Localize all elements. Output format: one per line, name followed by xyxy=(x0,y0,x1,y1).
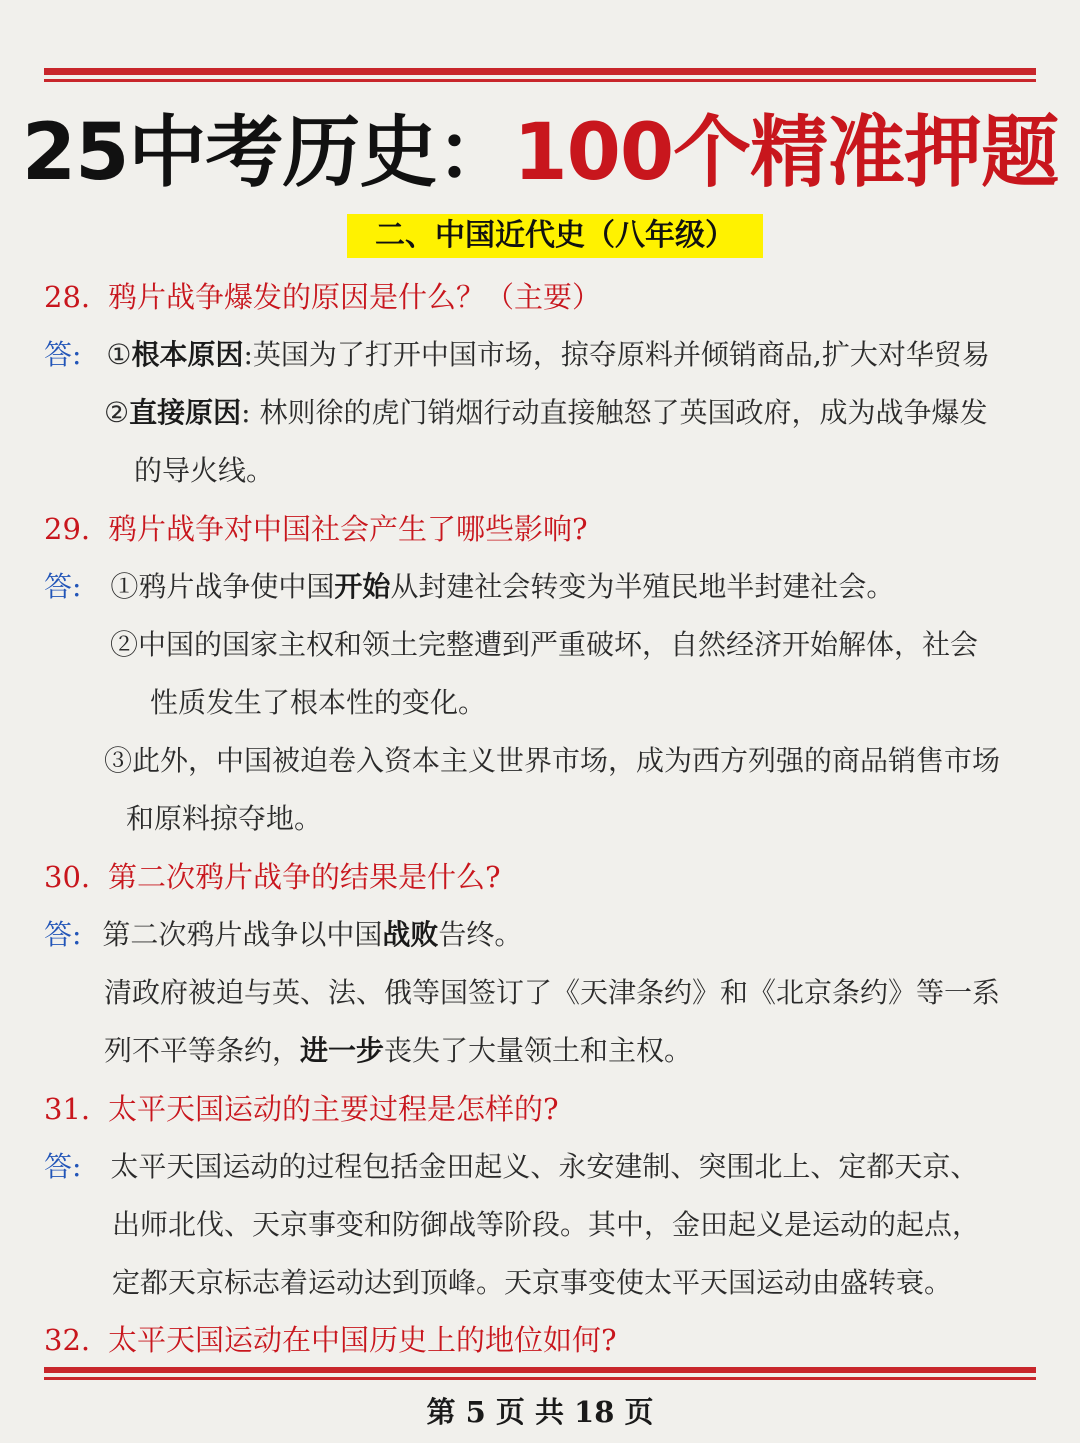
answer-30-line-3: 列不平等条约，进一步丧失了大量领土和主权。 xyxy=(104,1034,693,1067)
question-text: 鸦片战争爆发的原因是什么？（主要） xyxy=(108,280,602,314)
question-30 xyxy=(44,857,501,897)
answer-29-line-5: 和原料掠夺地。 xyxy=(126,802,323,835)
question-text: 第二次鸦片战争的结果是什么? xyxy=(108,860,501,894)
question-text: 太平天国运动在中国历史上的地位如何? xyxy=(108,1323,617,1357)
question-number: 30. xyxy=(44,860,91,894)
answer-29-line-3: 性质发生了根本性的变化。 xyxy=(150,686,487,719)
top-rule-thin xyxy=(44,79,1036,82)
question-number: 32. xyxy=(44,1323,91,1357)
question-text: 鸦片战争对中国社会产生了哪些影响? xyxy=(108,512,588,546)
answer-29-line-1: 答: ①鸦片战争使中国开始从封建社会转变为半殖民地半封建社会。 xyxy=(44,570,895,603)
answer-31-line-1: 答: 太平天国运动的过程包括金田起义、永安建制、突围北上、定都天京、 xyxy=(44,1150,979,1183)
title-highlight: 100个精准押题 xyxy=(513,108,1059,198)
question-31 xyxy=(44,1089,559,1129)
answer-29-line-2: ②中国的国家主权和领土完整遭到严重破坏，自然经济开始解体，社会 xyxy=(110,628,979,661)
question-number: 31. xyxy=(44,1092,91,1126)
question-32 xyxy=(44,1320,617,1360)
answer-30-line-2: 清政府被迫与英、法、俄等国签订了《天津条约》和《北京条约》等一系 xyxy=(104,976,1001,1009)
section-heading: 二、中国近代史（八年级） xyxy=(347,214,763,258)
answer-29-line-4: ③此外，中国被迫卷入资本主义世界市场，成为西方列强的商品销售市场 xyxy=(104,744,1001,777)
answer-label: 答: xyxy=(44,570,82,603)
title-prefix: 25中考历史： xyxy=(21,108,514,198)
answer-label: 答: xyxy=(44,918,82,951)
question-28 xyxy=(44,277,601,317)
question-number: 28. xyxy=(44,280,91,314)
question-29 xyxy=(44,509,588,549)
bottom-rule-thin xyxy=(44,1377,1036,1380)
answer-31-line-2: 出师北伐、天京事变和防御战等阶段。其中，金田起义是运动的起点， xyxy=(112,1208,981,1241)
answer-28-line-3: 的导火线。 xyxy=(134,454,275,487)
answer-28-line-1: 答: ①根本原因:英国为了打开中国市场，掠夺原料并倾销商品,扩大对华贸易 xyxy=(44,338,990,371)
page-footer: 第 5 页 共 18 页 xyxy=(426,1395,654,1429)
question-number: 29. xyxy=(44,512,91,546)
answer-30-line-1: 答: 第二次鸦片战争以中国战败告终。 xyxy=(44,918,523,951)
question-text: 太平天国运动的主要过程是怎样的? xyxy=(108,1092,559,1126)
answer-label: 答: xyxy=(44,1150,82,1183)
answer-31-line-3: 定都天京标志着运动达到顶峰。天京事变使太平天国运动由盛转衰。 xyxy=(112,1266,953,1299)
bottom-rule-thick xyxy=(44,1367,1036,1373)
top-rule-thick xyxy=(44,68,1036,75)
page-title xyxy=(0,108,1080,198)
answer-label: 答: xyxy=(44,338,82,371)
answer-28-line-2: ②直接原因: 林则徐的虎门销烟行动直接触怒了英国政府，成为战争爆发 xyxy=(104,396,988,429)
